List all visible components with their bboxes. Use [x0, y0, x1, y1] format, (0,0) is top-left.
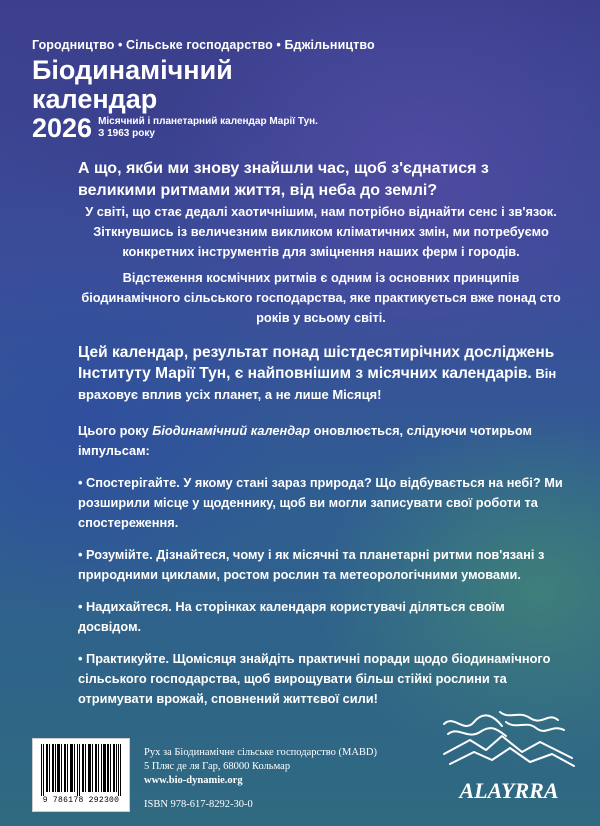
cover-header: [32, 38, 375, 143]
bullet-inspire: • Надихайтеся. На сторінках календаря користувачі діляться своїм досвідом.: [78, 599, 505, 634]
subtitle-line-2: З 1963 року: [98, 128, 155, 139]
bullet-observe: • Спостерігайте. У якому стані зараз природа? Що відбувається на небі? Ми розширили місце у щоденнику, щоб ви могли записувати свої роботи та спостереження.: [78, 475, 563, 530]
back-cover-text: [78, 158, 564, 709]
subtitle-line-1: Місячний і планетарний календар Марії Тун.: [98, 116, 318, 127]
barcode-number: 9 786178 292300: [42, 796, 120, 805]
year-row: [32, 113, 352, 143]
lead-question: А що, якби ми знову знайшли час, щоб з'єднатися з великими ритмами життя, від неба до землі?: [78, 160, 489, 199]
logo-lettering: ALAYRRA: [459, 778, 559, 803]
title-line-2: календар: [32, 84, 158, 114]
bullet-practice: • Практикуйте. Щомісяця знайдіть практичні поради щодо біодинамічного сільського господарства, щоб вирощувати більш стійкі рослини та отримувати врожай, сповнений життєвої сили!: [78, 651, 551, 706]
intro-paragraph: [78, 421, 564, 461]
barcode: [32, 738, 130, 812]
barcode-bars: [39, 744, 123, 796]
publisher-name: Рух за Біодинамічне сільське господарство (MABD): [144, 747, 378, 758]
isbn: ISBN 978-617-8292-30-0: [144, 799, 253, 810]
subtitle: [98, 116, 318, 140]
paragraph-1: У світі, що стає дедалі хаотичнішим, нам потрібно віднайти сенс і зв'язок. Зіткнувшись із величезним викликом кліматичних змін, ми потребуємо конкретних інструментів для зміцнення наших ферм і городів.: [85, 204, 557, 259]
intro-suffix: оновлюється, слідуючи чотирьом імпульсам:: [78, 423, 533, 458]
categories-line: Городництво • Сільське господарство • Бджільництво: [32, 38, 375, 52]
lead-statement: [78, 342, 564, 405]
paragraph-2: Відстеження космічних ритмів є одним із основних принципів біодинамічного сільського господарства, яке практикується вже понад сто років у всьому світі.: [81, 270, 561, 325]
lead-statement-bold: Цей календар, результат понад шістдесятирічних досліджень Інституту Марії Тун, є найповнішим з місячних календарів.: [78, 344, 555, 382]
publisher-address: 5 Пляс де ля Гар, 68000 Кольмар: [144, 761, 291, 772]
intro-italic-title: Біодинамічний календар: [152, 423, 311, 438]
bullet-understand: • Розумійте. Дізнайтеся, чому і як місячні та планетарні ритми пов'язані з природними циклами, ростом рослин та метеорологічними умовами.: [78, 547, 545, 582]
intro-prefix: Цього року: [78, 423, 153, 438]
title-line-1: Біодинамічний: [32, 55, 233, 85]
year: 2026: [32, 113, 93, 143]
publisher-logo: [440, 706, 578, 816]
lead-statement-rest: Він враховує вплив усіх планет, а не лише Місяця!: [78, 366, 557, 402]
publisher-url[interactable]: www.bio-dynamie.org: [144, 775, 243, 786]
publisher-info: [144, 746, 377, 788]
